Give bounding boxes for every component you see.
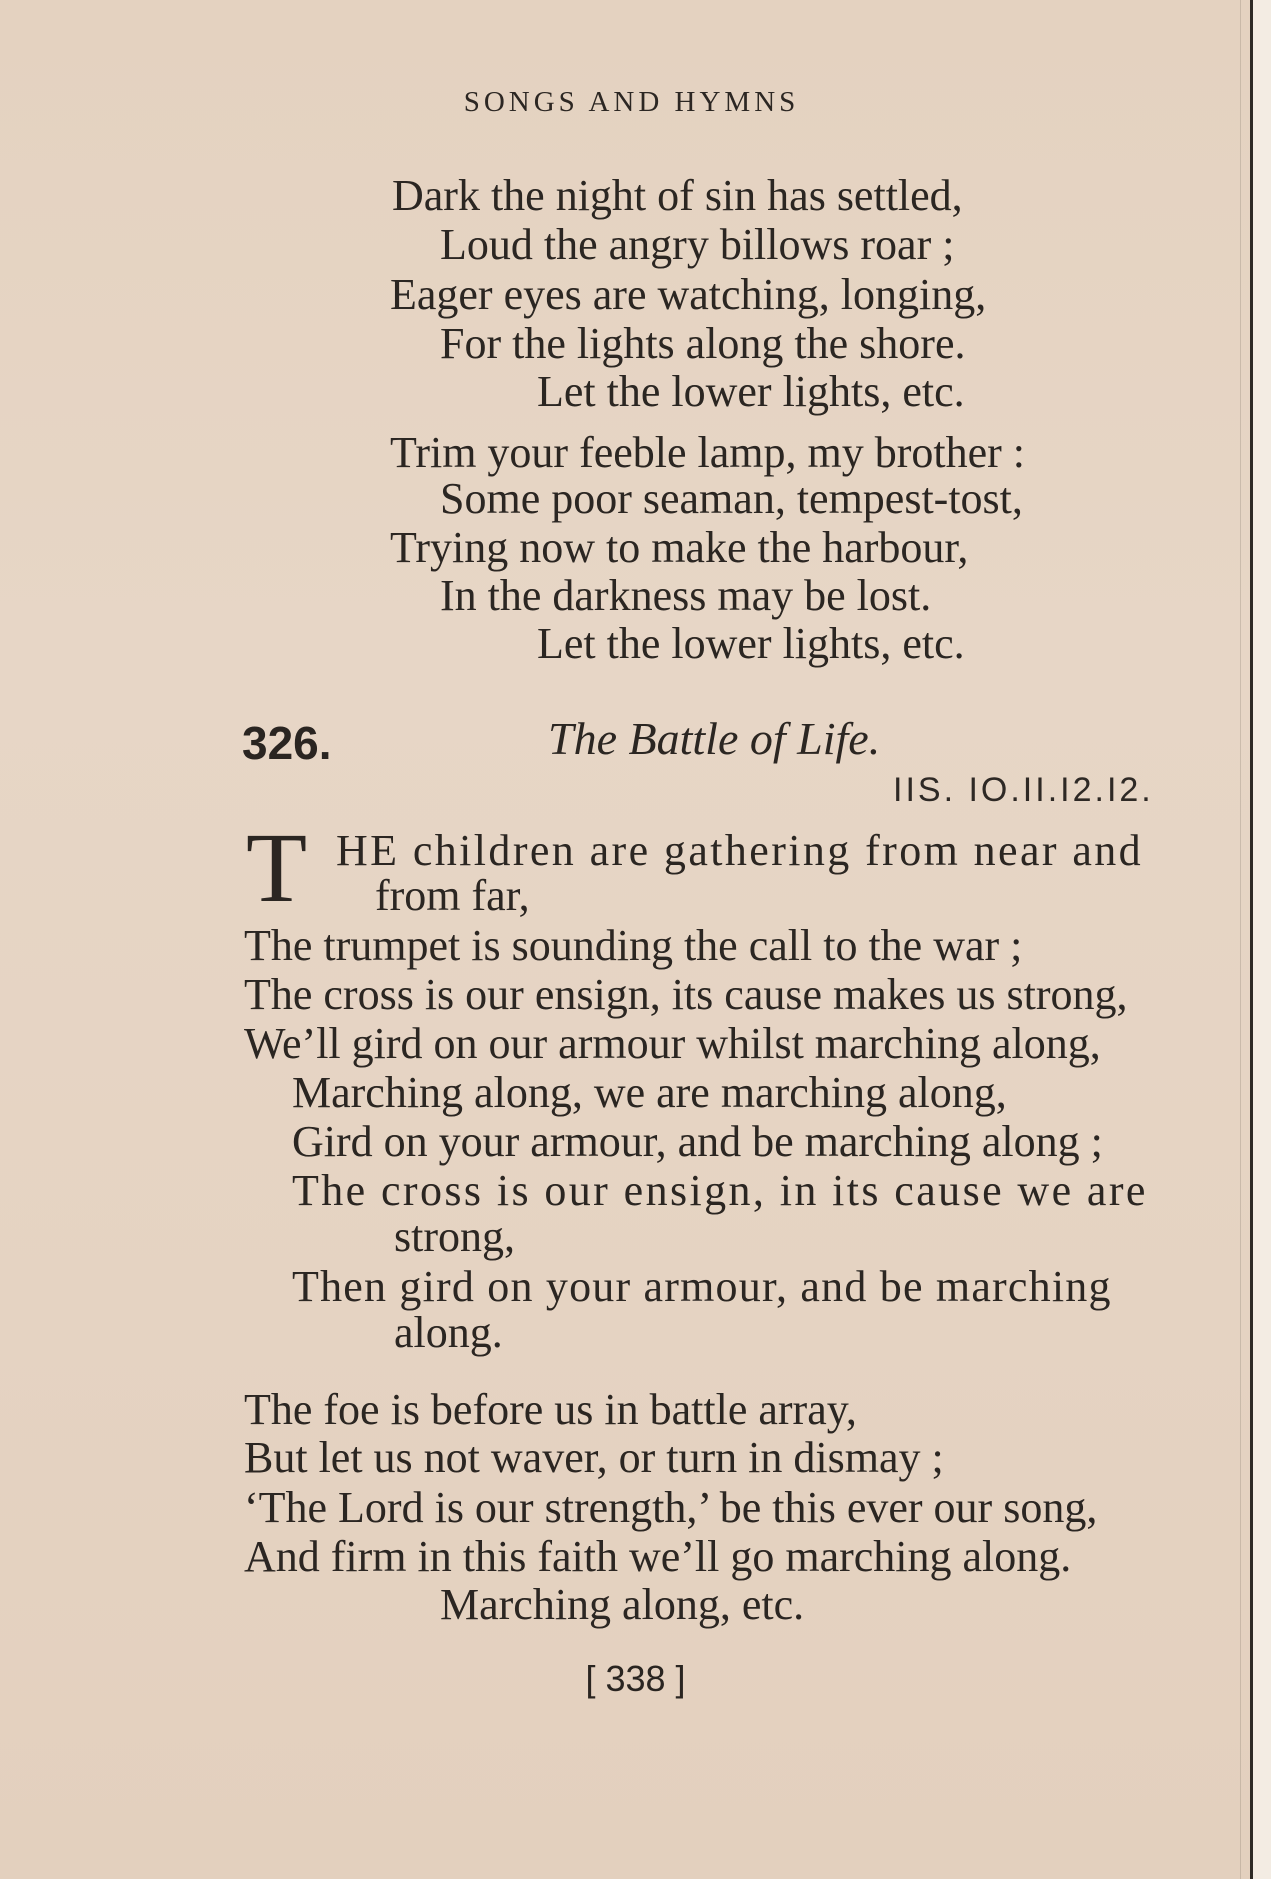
stanza-line: Trim your feeble lamp, my brother :: [390, 428, 1026, 477]
verse-line: The cross is our ensign, its cause makes us strong,: [244, 970, 1128, 1019]
stanza-line: Trying now to make the harbour,: [390, 523, 969, 572]
hymn-title: The Battle of Life.: [548, 713, 881, 764]
verse-line: The trumpet is sounding the call to the war ;: [244, 921, 1023, 970]
stanza-line: Some poor seaman, tempest-tost,: [440, 474, 1023, 523]
verse-line: We’ll gird on our armour whilst marching along,: [244, 1019, 1101, 1068]
stanza-refrain: Let the lower lights, etc.: [537, 619, 965, 668]
chorus-line: along.: [394, 1308, 503, 1357]
verse-line: The foe is before us in battle array,: [244, 1385, 857, 1434]
chorus-line: Then gird on your armour, and be marching: [292, 1262, 1112, 1311]
page-number: [ 338 ]: [585, 1658, 686, 1699]
stanza-line: In the darkness may be lost.: [440, 571, 932, 620]
running-head: SONGS AND HYMNS: [463, 86, 800, 118]
chorus-line: Gird on your armour, and be marching along ;: [292, 1117, 1103, 1166]
verse-line: HE children are gathering from near and: [336, 826, 1144, 875]
verse-line: from far,: [375, 871, 530, 920]
verse-line: And firm in this faith we’ll go marching along.: [244, 1532, 1072, 1581]
verse-line: But let us not waver, or turn in dismay ;: [244, 1433, 944, 1482]
page-edge: [1250, 0, 1271, 1879]
stanza-refrain: Let the lower lights, etc.: [537, 367, 965, 416]
stanza-line: Eager eyes are watching, longing,: [390, 270, 987, 319]
chorus-refrain: Marching along, etc.: [440, 1580, 805, 1629]
stanza-line: Loud the angry billows roar ;: [440, 220, 955, 269]
drop-cap: T: [246, 812, 308, 923]
stanza-line: For the lights along the shore.: [440, 319, 966, 368]
chorus-line: The cross is our ensign, in its cause we are: [292, 1166, 1148, 1215]
hymn-number: 326.: [242, 717, 332, 769]
verse-line: ‘The Lord is our strength,’ be this ever our song,: [244, 1483, 1098, 1532]
page-edge-shadow: [1240, 0, 1241, 1879]
chorus-line: strong,: [394, 1212, 515, 1261]
stanza-line: Dark the night of sin has settled,: [392, 171, 963, 220]
chorus-line: Marching along, we are marching along,: [292, 1068, 1007, 1117]
hymn-meter: IIS. IO.II.I2.I2.: [893, 771, 1154, 809]
